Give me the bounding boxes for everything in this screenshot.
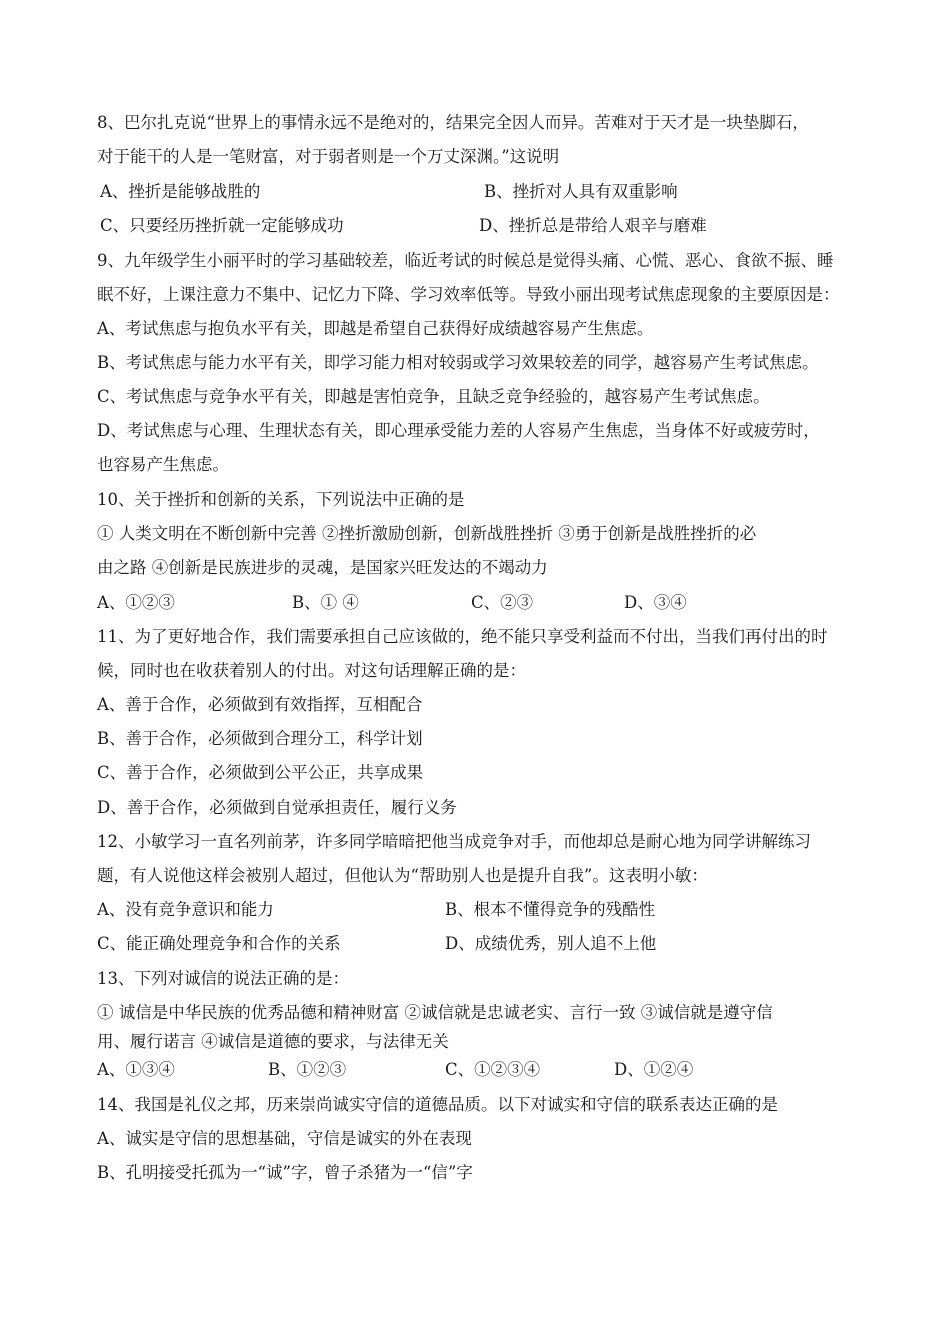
q11-stem-line-1: 11、为了更好地合作，我们需要承担自己应该做的，绝不能只享受利益而不付出，当我们再付出的时 xyxy=(97,627,828,646)
q9-stem-line-1: 9、九年级学生小丽平时的学习基础较差，临近考试的时候总是觉得头痛、心慌、恶心、食欲不振、睡 xyxy=(97,251,834,270)
q14-stem-line-1: 14、我国是礼仪之邦，历来崇尚诚实守信的道德品质。以下对诚实和守信的联系表达正确的是 xyxy=(97,1095,778,1114)
q8-stem-line-1: 8、巴尔扎克说“世界上的事情永远不是绝对的，结果完全因人而异。苦难对于天才是一块垫脚石， xyxy=(97,113,809,132)
q12-option-c: C、能正确处理竞争和合作的关系 xyxy=(97,934,341,953)
q10-option-b: B、① ④ xyxy=(292,593,359,612)
q13-option-d: D、①②④ xyxy=(614,1060,694,1079)
q9-option-c: C、考试焦虑与竞争水平有关，即越是害怕竞争，且缺乏竞争经验的，越容易产生考试焦虑。 xyxy=(97,387,770,406)
q11-option-b: B、善于合作，必须做到合理分工，科学计划 xyxy=(97,729,423,748)
q13-option-b: B、①②③ xyxy=(268,1060,347,1079)
q13-stem-line-1: 13、下列对诚信的说法正确的是： xyxy=(97,969,349,988)
q9-option-b: B、考试焦虑与能力水平有关，即学习能力相对较弱或学习效果较差的同学，越容易产生考试焦虑。 xyxy=(97,353,819,372)
q13-option-c: C、①②③④ xyxy=(445,1060,541,1079)
q8-stem-line-2: 对于能干的人是一笔财富，对于弱者则是一个万丈深渊。”这说明 xyxy=(97,147,560,166)
q8-option-b: B、挫折对人具有双重影响 xyxy=(484,182,678,201)
q11-option-c: C、善于合作，必须做到公平公正，共享成果 xyxy=(97,763,424,782)
q8-option-c: C、只要经历挫折就一定能够成功 xyxy=(100,216,344,235)
q12-stem-line-1: 12、小敏学习一直名列前茅，许多同学暗暗把他当成竞争对手，而他却总是耐心地为同学讲解练习 xyxy=(97,832,811,851)
q13-statement-line-2: 用、履行诺言 ④诚信是道德的要求，与法律无关 xyxy=(97,1032,449,1051)
q11-option-d: D、善于合作，必须做到自觉承担责任，履行义务 xyxy=(97,798,457,817)
q12-option-d: D、成绩优秀，别人追不上他 xyxy=(445,934,657,953)
q10-statement-line-2: 由之路 ④创新是民族进步的灵魂，是国家兴旺发达的不竭动力 xyxy=(97,558,548,577)
q14-option-a: A、诚实是守信的思想基础，守信是诚实的外在表现 xyxy=(97,1129,472,1148)
q12-option-a: A、没有竞争意识和能力 xyxy=(97,900,274,919)
q9-option-d-line-1: D、考试焦虑与心理、生理状态有关，即心理承受能力差的人容易产生焦虑，当身体不好或疲劳时， xyxy=(97,421,820,440)
q8-option-d: D、挫折总是带给人艰辛与磨难 xyxy=(479,216,707,235)
q9-option-d-line-2: 也容易产生焦虑。 xyxy=(97,455,229,474)
q10-option-d: D、③④ xyxy=(624,593,687,612)
q11-option-a: A、善于合作，必须做到有效指挥，互相配合 xyxy=(97,695,423,714)
q10-stem-line-1: 10、关于挫折和创新的关系，下列说法中正确的是 xyxy=(97,490,465,509)
q13-option-a: A、①③④ xyxy=(97,1060,175,1079)
q11-stem-line-2: 候，同时也在收获着别人的付出。对这句话理解正确的是： xyxy=(97,661,526,680)
q13-statement-line-1: ① 诚信是中华民族的优秀品德和精神财富 ②诚信就是忠诚老实、言行一致 ③诚信就是遵守信 xyxy=(97,1003,773,1022)
q12-stem-line-2: 题，有人说他这样会被别人超过，但他认为“帮助别人也是提升自我”。这表明小敏： xyxy=(97,866,708,885)
q10-option-c: C、②③ xyxy=(471,593,534,612)
q14-option-b: B、孔明接受托孤为一“诚”字，曾子杀猪为一“信”字 xyxy=(97,1163,473,1182)
q10-option-a: A、①②③ xyxy=(97,593,175,612)
q9-option-a: A、考试焦虑与抱负水平有关，即越是希望自己获得好成绩越容易产生焦虑。 xyxy=(97,319,654,338)
q12-option-b: B、根本不懂得竞争的残酷性 xyxy=(445,900,656,919)
q9-stem-line-2: 眠不好，上课注意力不集中、记忆力下降、学习效率低等。导致小丽出现考试焦虑现象的主要原因是： xyxy=(97,285,840,304)
q8-option-a: A、挫折是能够战胜的 xyxy=(100,182,261,201)
q10-statement-line-1: ① 人类文明在不断创新中完善 ②挫折激励创新，创新战胜挫折 ③勇于创新是战胜挫折的必 xyxy=(97,524,757,543)
